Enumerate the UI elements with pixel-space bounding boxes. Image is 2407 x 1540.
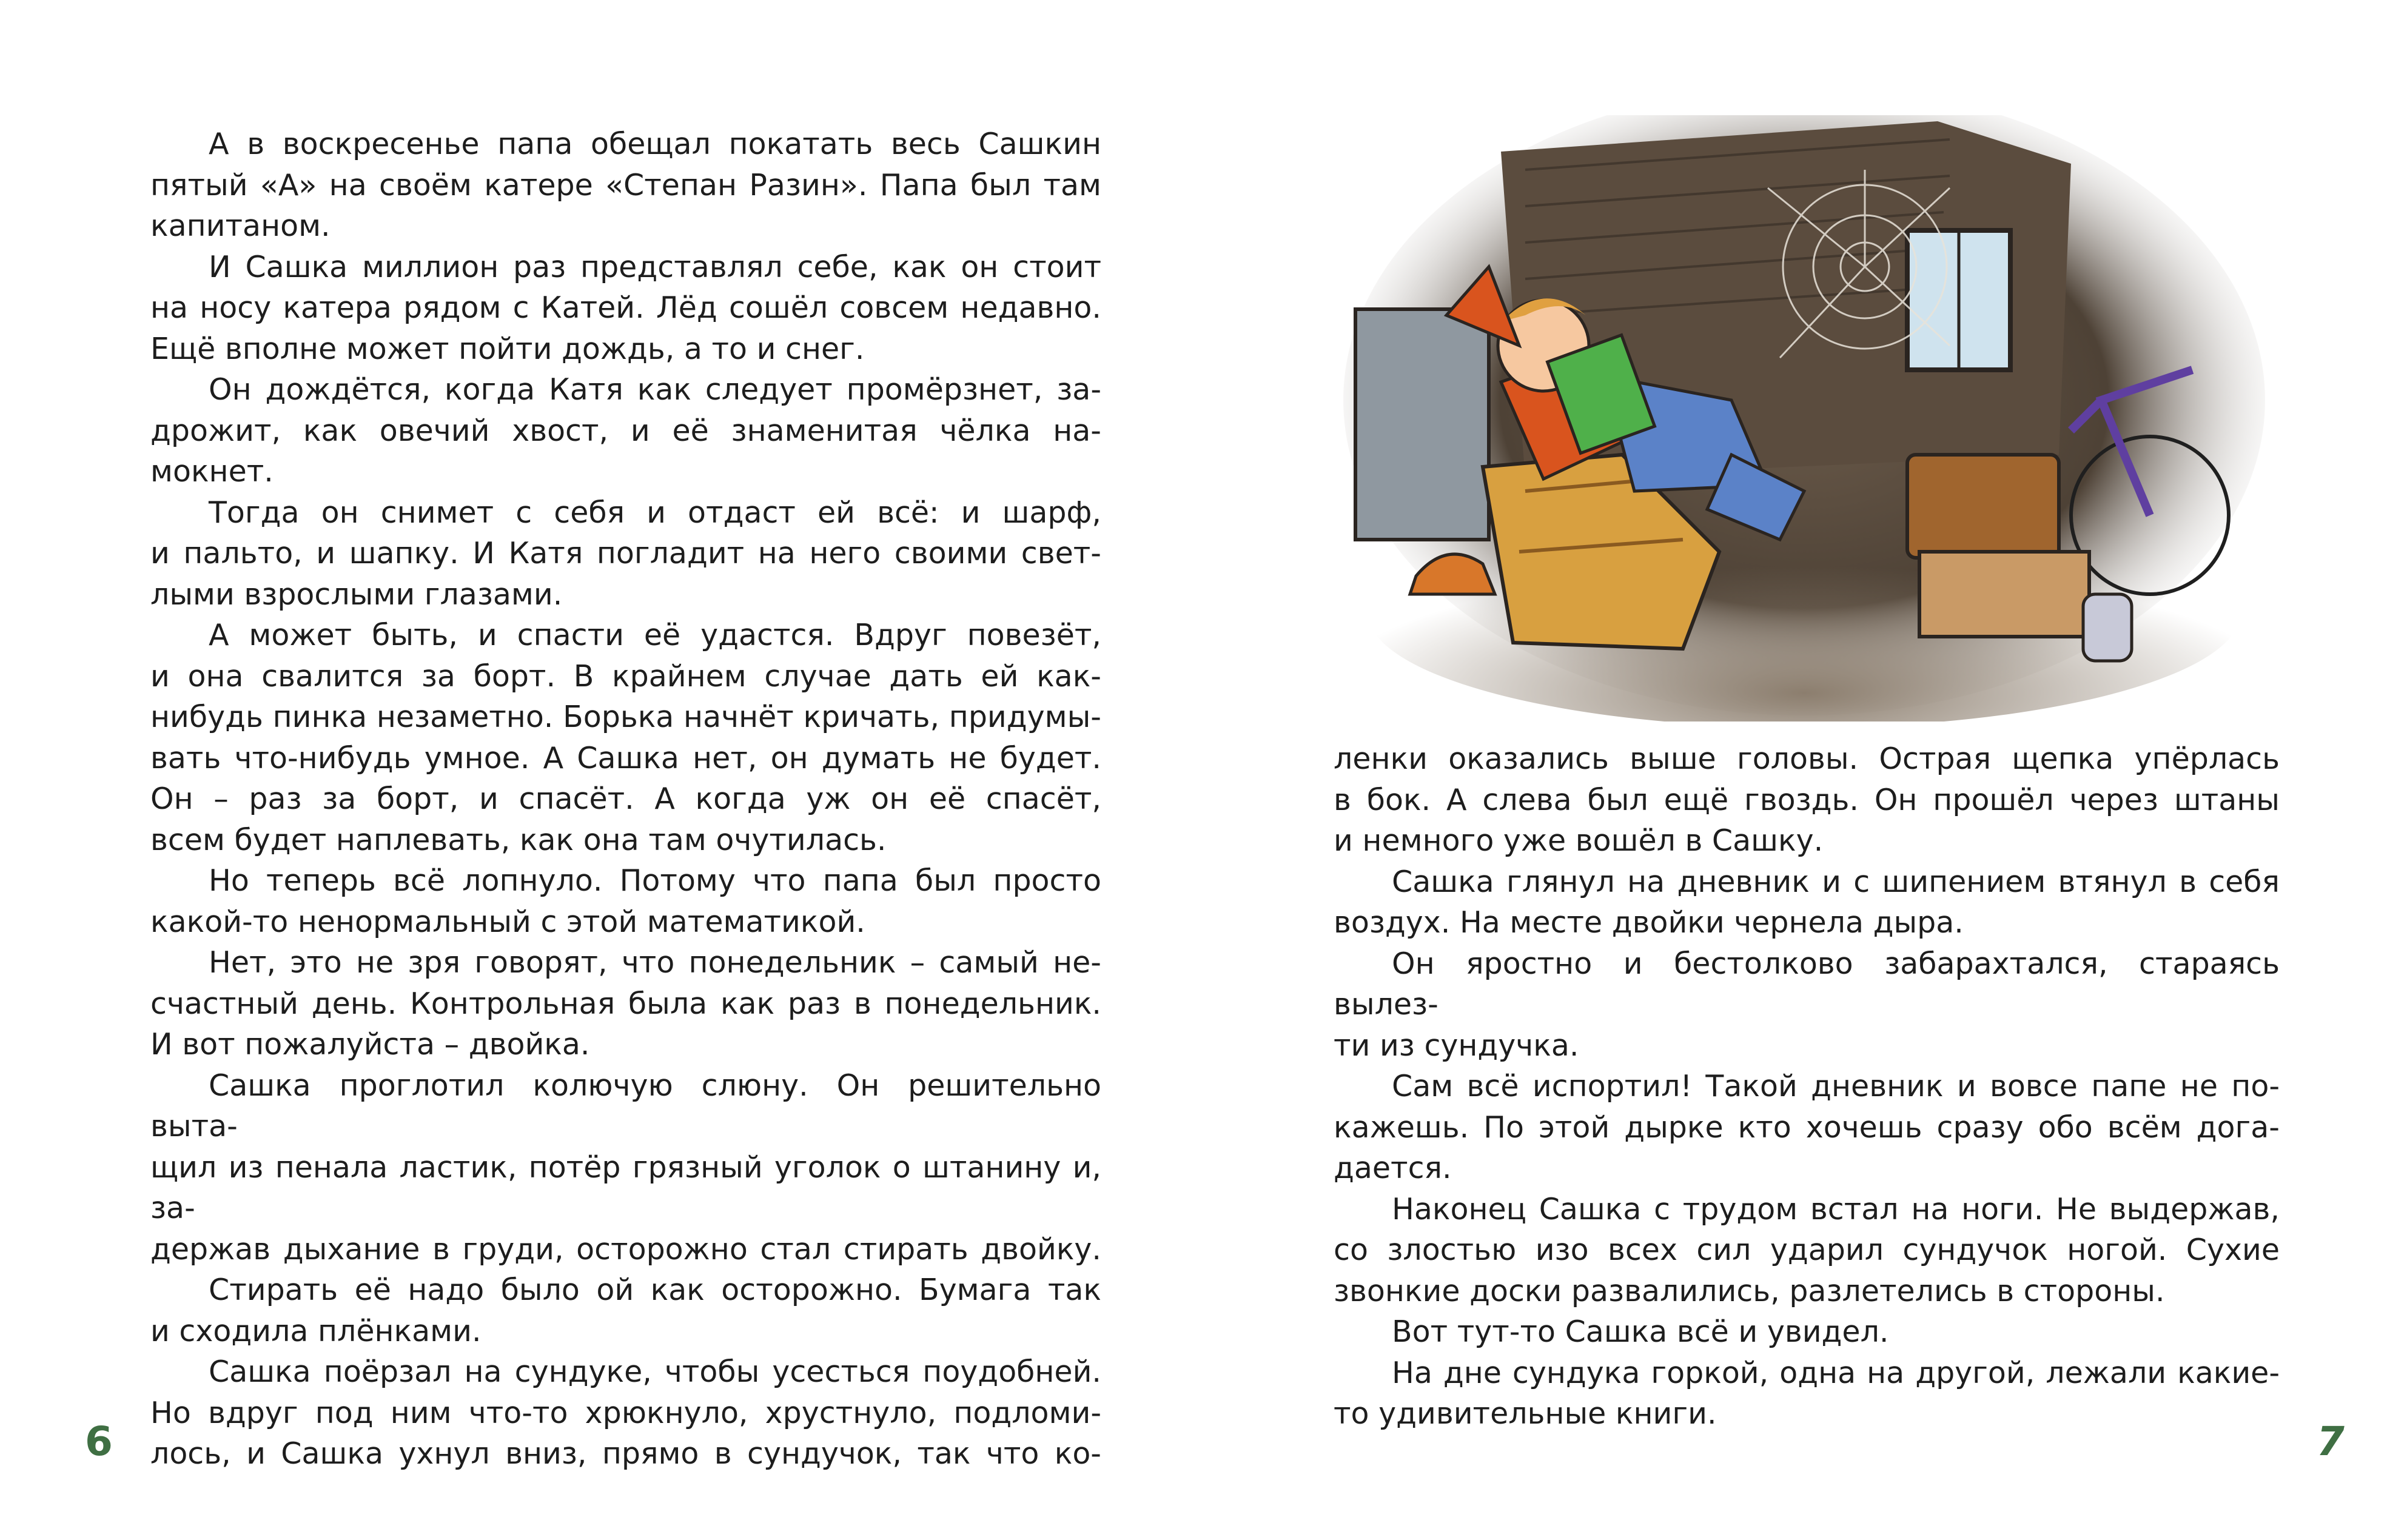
text-line: Но вдруг под ним что-то хрюкнуло, хрустнуло, подломи- (150, 1395, 1101, 1430)
text-line: всем будет наплевать, как она там очутилась. (150, 822, 887, 857)
text-line: А в воскресенье папа обещал покатать весь Сашкин (209, 127, 1101, 161)
text-line: Наконец Сашка с трудом встал на ноги. Не выдержав, (1392, 1191, 2280, 1227)
text-line: и пальто, и шапку. И Катя погладит на него своими свет- (150, 536, 1101, 571)
text-line: воздух. На месте двойки чернела дыра. (1334, 905, 1964, 940)
text-line: И Сашка миллион раз представлял себе, как он стоит (209, 249, 1101, 284)
text-line: и она свалится за борт. В крайнем случае дать ей как- (150, 658, 1101, 694)
text-line: в бок. А слева был ещё гвоздь. Он прошёл через штаны (1334, 782, 2280, 817)
text-line: Но теперь всё лопнуло. Потому что папа был просто (209, 863, 1101, 898)
cabinet (1355, 309, 1489, 540)
text-line: Сашка глянул на дневник и с шипением втянул в себя (1392, 864, 2280, 899)
text-line: то удивительные книги. (1334, 1396, 1717, 1431)
text-line: держав дыхание в груди, осторожно стал стирать двойку. (150, 1231, 1101, 1267)
text-line: ти из сундучка. (1334, 1028, 1579, 1063)
text-line: капитаном. (150, 209, 331, 243)
text-line: А может быть, и спасти её удастся. Вдруг повезёт, (209, 618, 1101, 652)
text-line: Сам всё испортил! Такой дневник и вовсе папе не по- (1392, 1069, 2280, 1103)
text-line: Сашка поёрзал на сундуке, чтобы усесться поудобней. (209, 1354, 1101, 1389)
text-line: со злостью изо всех сил ударил сундучок ногой. Сухие (1334, 1233, 2280, 1267)
tin-can (2083, 594, 2132, 661)
text-line: На дне сундука горкой, одна на другой, лежали какие- (1392, 1355, 2280, 1390)
page-number-right: 7 (2317, 1418, 2345, 1465)
text-line: кажешь. По этой дырке кто хочешь сразу обо всём дога- (1334, 1110, 2280, 1145)
text-line: Тогда он снимет с себя и отдаст ей всё: и шарф, (209, 495, 1101, 530)
text-line: Вот тут-то Сашка всё и увидел. (1392, 1314, 1889, 1349)
text-line: Сашка проглотил колючую слюну. Он решительно выта- (150, 1068, 1101, 1143)
text-line: Он – раз за борт, и спасёт. А когда уж он её спасёт, (150, 782, 1101, 816)
page-number-left: 6 (85, 1418, 113, 1465)
text-line: дается. (1334, 1151, 1452, 1185)
right-page-text (1334, 738, 2280, 1435)
text-line: Ещё вполне может пойти дождь, а то и снег. (150, 331, 865, 366)
left-page-text (150, 124, 1101, 1475)
text-line: И вот пожалуйста – двойка. (150, 1027, 590, 1062)
text-line: Он яростно и бестолково забарахтался, стараясь вылез- (1334, 946, 2280, 1022)
text-line: какой-то ненормальный с этой математикой. (150, 904, 865, 939)
text-line: на носу катера рядом с Катей. Лёд сошёл совсем недавно. (150, 290, 1101, 325)
text-line: пятый «А» на своём катере «Степан Разин». Папа был там (150, 167, 1101, 203)
text-line: Он дождётся, когда Катя как следует промёрзнет, за- (209, 372, 1101, 407)
text-line: ленки оказались выше головы. Острая щепка упёрлась (1334, 742, 2280, 776)
text-line: вать что-нибудь умное. А Сашка нет, он думать не будет. (150, 740, 1101, 775)
attic-illustration (1343, 115, 2265, 721)
text-line: и немного уже вошёл в Сашку. (1334, 823, 1824, 858)
text-line: Нет, это не зря говорят, что понедельник – самый не- (209, 945, 1101, 980)
text-line: нибудь пинка незаметно. Борька начнёт кричать, придумы- (150, 700, 1101, 734)
text-line: счастный день. Контрольная была как раз в понедельник. (150, 986, 1101, 1021)
text-line: лыми взрослыми глазами. (150, 577, 563, 612)
text-line: звонкие доски развалились, разлетелись в стороны. (1334, 1273, 2165, 1308)
text-line: Стирать её надо было ой как осторожно. Бумага так (209, 1273, 1101, 1307)
text-line: мокнет. (150, 454, 274, 489)
text-line: и сходила плёнками. (150, 1313, 482, 1348)
text-line: лось, и Сашка ухнул вниз, прямо в сундучок, так что ко- (150, 1436, 1101, 1471)
text-line: щил из пенала ластик, потёр грязный уголок о штанину и, за- (150, 1150, 1101, 1225)
text-line: дрожит, как овечий хвост, и её знаменитая чёлка на- (150, 413, 1101, 448)
